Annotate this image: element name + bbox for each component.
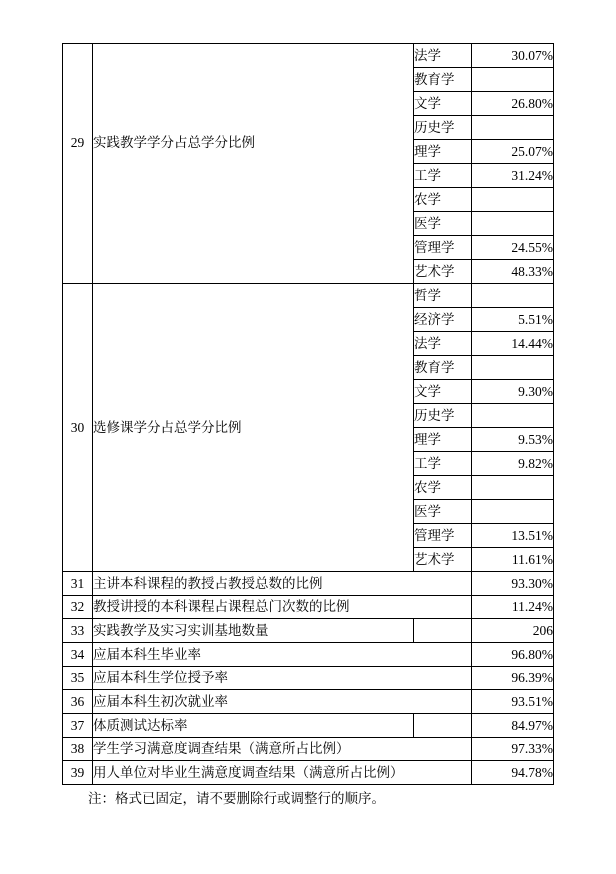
discipline-cell-text: 艺术学	[414, 263, 455, 279]
value-cell[interactable]	[472, 260, 554, 284]
discipline-cell	[414, 44, 472, 68]
row-number-cell-text: 32	[70, 599, 85, 615]
discipline-cell	[414, 500, 472, 524]
value-cell[interactable]	[472, 284, 554, 308]
discipline-cell	[414, 188, 472, 212]
value-cell[interactable]	[472, 476, 554, 500]
row-number-cell	[63, 44, 93, 284]
value-cell[interactable]	[472, 690, 554, 714]
value-cell[interactable]	[472, 666, 554, 690]
discipline-cell	[414, 116, 472, 140]
discipline-cell	[414, 164, 472, 188]
value-cell[interactable]	[472, 737, 554, 761]
row-number-cell-text: 29	[70, 134, 85, 150]
value-cell-text: 9.53%	[518, 431, 553, 447]
value-cell-text: 9.82%	[518, 455, 553, 471]
format-note: 注：格式已固定，请不要删除行或调整行的顺序。	[88, 791, 385, 806]
indicator-label-cell	[93, 595, 472, 619]
value-cell[interactable]	[472, 380, 554, 404]
discipline-cell-text: 经济学	[414, 311, 455, 327]
value-cell-text: 48.33%	[511, 263, 553, 279]
value-cell-text: 14.44%	[511, 335, 553, 351]
value-cell[interactable]	[472, 44, 554, 68]
value-cell-text: 13.51%	[511, 527, 553, 543]
row-number-cell	[63, 713, 93, 737]
value-cell[interactable]	[472, 713, 554, 737]
row-number-cell-text: 30	[70, 419, 85, 435]
indicator-table-body	[63, 44, 554, 785]
value-cell[interactable]	[472, 595, 554, 619]
discipline-cell-text: 农学	[414, 191, 441, 207]
indicator-label-cell-text: 主讲本科课程的教授占教授总数的比例	[93, 575, 323, 591]
discipline-cell-text: 文学	[414, 383, 441, 399]
table-row	[63, 619, 554, 643]
discipline-cell-text: 理学	[414, 143, 441, 159]
value-cell-text: 94.78%	[511, 764, 553, 780]
value-cell[interactable]	[472, 116, 554, 140]
indicator-label-cell-text: 教授讲授的本科课程占课程总门次数的比例	[93, 599, 350, 615]
value-cell-text: 9.30%	[518, 383, 553, 399]
indicator-label-cell-text: 应届本科生初次就业率	[93, 693, 228, 709]
discipline-cell	[414, 428, 472, 452]
table-row	[63, 713, 554, 737]
indicator-label-cell-text: 体质测试达标率	[93, 717, 188, 733]
table-row	[63, 666, 554, 690]
row-number-cell	[63, 642, 93, 666]
discipline-cell-text: 哲学	[414, 287, 441, 303]
value-cell[interactable]	[472, 452, 554, 476]
table-row	[63, 761, 554, 785]
value-cell-text: 206	[532, 622, 553, 638]
table-row	[63, 642, 554, 666]
discipline-cell	[414, 452, 472, 476]
table-row	[63, 595, 554, 619]
table-row	[63, 44, 554, 68]
value-cell-text: 26.80%	[511, 95, 553, 111]
spacer-cell	[414, 619, 472, 643]
discipline-cell-text: 艺术学	[414, 551, 455, 567]
discipline-cell	[414, 380, 472, 404]
value-cell[interactable]	[472, 524, 554, 548]
indicator-label-cell-text: 实践教学及实习实训基地数量	[93, 622, 269, 638]
value-cell-text: 84.97%	[511, 717, 553, 733]
discipline-cell-text: 医学	[414, 503, 441, 519]
value-cell[interactable]	[472, 428, 554, 452]
value-cell[interactable]	[472, 308, 554, 332]
value-cell-text: 30.07%	[511, 47, 553, 63]
discipline-cell	[414, 356, 472, 380]
indicator-label-cell	[93, 713, 414, 737]
discipline-cell	[414, 236, 472, 260]
value-cell[interactable]	[472, 236, 554, 260]
value-cell[interactable]	[472, 642, 554, 666]
indicator-label-cell	[93, 666, 472, 690]
discipline-cell-text: 理学	[414, 431, 441, 447]
row-number-cell-text: 31	[70, 575, 85, 591]
discipline-cell-text: 农学	[414, 479, 441, 495]
discipline-cell	[414, 260, 472, 284]
indicator-label-cell	[93, 44, 414, 284]
row-number-cell-text: 34	[70, 646, 85, 662]
row-number-cell	[63, 595, 93, 619]
value-cell[interactable]	[472, 404, 554, 428]
value-cell[interactable]	[472, 356, 554, 380]
value-cell[interactable]	[472, 761, 554, 785]
indicator-label-cell	[93, 761, 472, 785]
discipline-cell	[414, 308, 472, 332]
indicator-table	[62, 43, 554, 785]
discipline-cell	[414, 476, 472, 500]
row-number-cell-text: 39	[70, 764, 85, 780]
discipline-cell	[414, 212, 472, 236]
indicator-label-cell-text: 应届本科生毕业率	[93, 646, 201, 662]
discipline-cell-text: 工学	[414, 455, 441, 471]
row-number-cell	[63, 690, 93, 714]
discipline-cell	[414, 404, 472, 428]
spacer-cell	[414, 713, 472, 737]
discipline-cell	[414, 68, 472, 92]
discipline-cell-text: 教育学	[414, 71, 455, 87]
indicator-label-cell-text: 应届本科生学位授予率	[93, 670, 228, 686]
indicator-label-cell	[93, 737, 472, 761]
discipline-cell-text: 历史学	[414, 407, 455, 423]
value-cell-text: 11.61%	[511, 551, 553, 567]
discipline-cell	[414, 524, 472, 548]
value-cell[interactable]	[472, 548, 554, 572]
value-cell-text: 11.24%	[511, 599, 553, 615]
value-cell-text: 24.55%	[511, 239, 553, 255]
indicator-label-cell-text: 学生学习满意度调查结果（满意所占比例）	[93, 741, 350, 757]
indicator-label-cell-text: 选修课学分占总学分比例	[93, 419, 242, 435]
value-cell-text: 25.07%	[511, 143, 553, 159]
indicator-label-cell	[93, 619, 414, 643]
discipline-cell-text: 管理学	[414, 527, 455, 543]
value-cell[interactable]	[472, 500, 554, 524]
value-cell[interactable]	[472, 92, 554, 116]
discipline-cell-text: 文学	[414, 95, 441, 111]
value-cell[interactable]	[472, 212, 554, 236]
indicator-label-cell	[93, 284, 414, 572]
value-cell-text: 31.24%	[511, 167, 553, 183]
discipline-cell-text: 法学	[414, 47, 441, 63]
value-cell-text: 93.51%	[511, 693, 553, 709]
discipline-cell	[414, 548, 472, 572]
discipline-cell-text: 医学	[414, 215, 441, 231]
indicator-label-cell-text: 实践教学学分占总学分比例	[93, 134, 255, 150]
value-cell[interactable]	[472, 619, 554, 643]
value-cell[interactable]	[472, 164, 554, 188]
value-cell[interactable]	[472, 332, 554, 356]
discipline-cell	[414, 332, 472, 356]
table-row	[63, 284, 554, 308]
indicator-label-cell-text: 用人单位对毕业生满意度调查结果（满意所占比例）	[93, 764, 404, 780]
discipline-cell-text: 管理学	[414, 239, 455, 255]
value-cell[interactable]	[472, 188, 554, 212]
row-number-cell	[63, 572, 93, 596]
discipline-cell	[414, 92, 472, 116]
discipline-cell-text: 法学	[414, 335, 441, 351]
row-number-cell	[63, 737, 93, 761]
table-row	[63, 737, 554, 761]
row-number-cell	[63, 666, 93, 690]
row-number-cell	[63, 619, 93, 643]
row-number-cell	[63, 284, 93, 572]
discipline-cell-text: 工学	[414, 167, 441, 183]
indicator-label-cell	[93, 642, 472, 666]
value-cell-text: 93.30%	[511, 575, 553, 591]
value-cell[interactable]	[472, 68, 554, 92]
value-cell[interactable]	[472, 140, 554, 164]
discipline-cell-text: 历史学	[414, 119, 455, 135]
row-number-cell-text: 33	[70, 622, 85, 638]
row-number-cell-text: 35	[70, 670, 85, 686]
value-cell[interactable]	[472, 572, 554, 596]
row-number-cell-text: 37	[70, 717, 85, 733]
indicator-label-cell	[93, 572, 472, 596]
discipline-cell	[414, 284, 472, 308]
discipline-cell-text: 教育学	[414, 359, 455, 375]
table-row	[63, 572, 554, 596]
value-cell-text: 96.39%	[511, 670, 553, 686]
row-number-cell-text: 38	[70, 741, 85, 757]
value-cell-text: 96.80%	[511, 646, 553, 662]
row-number-cell	[63, 761, 93, 785]
value-cell-text: 97.33%	[511, 741, 553, 757]
value-cell-text: 5.51%	[518, 311, 553, 327]
table-row	[63, 690, 554, 714]
row-number-cell-text: 36	[70, 693, 85, 709]
discipline-cell	[414, 140, 472, 164]
indicator-label-cell	[93, 690, 472, 714]
